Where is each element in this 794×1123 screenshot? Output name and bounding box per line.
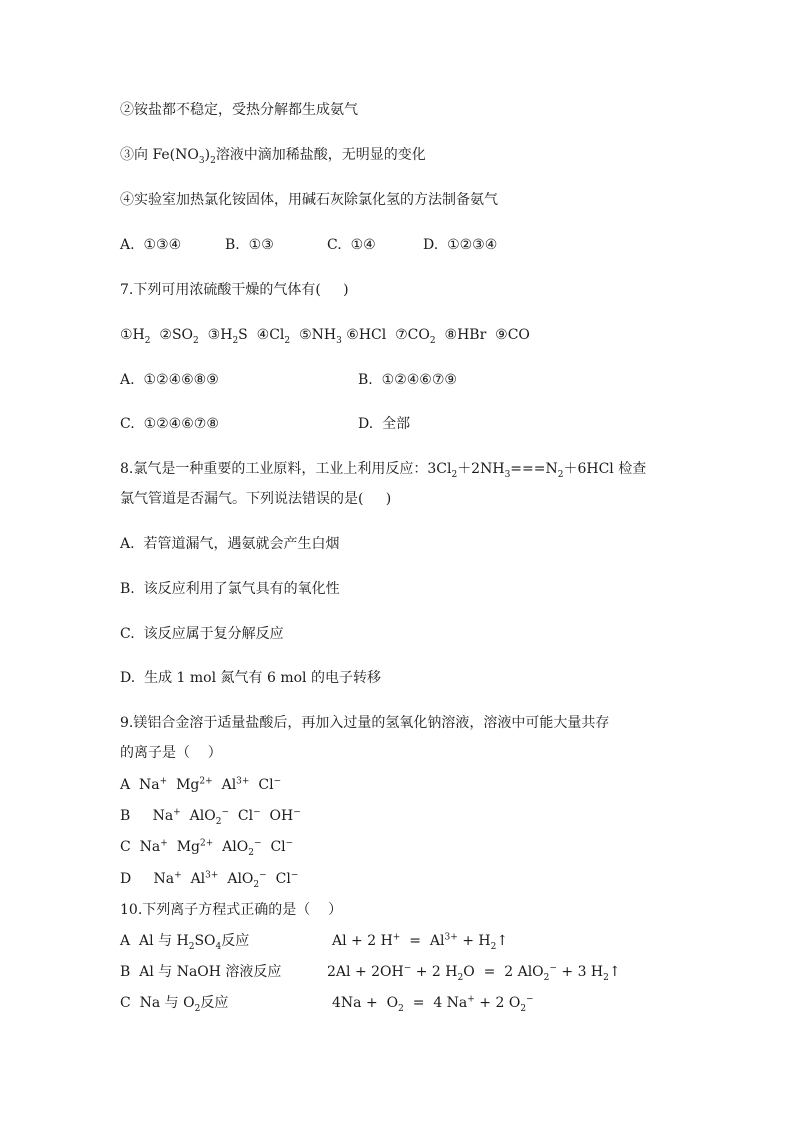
q10-option-b-desc: B Al 与 NaOH 溶液反应 bbox=[120, 964, 282, 980]
q10-option-b-equation: 2Al + 2OH− + 2 $H_2O = 2$ AlO$_2$− + 3 $H_2↑$ bbox=[327, 963, 621, 983]
q8-stem-line2: 氯气管道是否漏气。下列说法错误的是( ) bbox=[120, 491, 392, 507]
q6-option-a: A. ①③④ bbox=[120, 237, 182, 253]
statement-2: ②铵盐都不稳定，受热分解都生成氨气 bbox=[120, 102, 358, 118]
q10-option-a-equation: Al + 2 $H^+ = Al^{3+}$ + $H_2↑$ bbox=[332, 932, 509, 952]
q7-option-c: C. ①②④⑥⑦⑧ bbox=[120, 416, 219, 432]
q10-option-c-equation: $4Na + O_2 = 4$ Na+ + 2 $O_2^-$ bbox=[332, 994, 534, 1014]
q10-option-c-desc: C Na 与 $O_2$反应 bbox=[120, 995, 229, 1014]
q8-stem-line1: 8.氯气是一种重要的工业原料，工业上利用反应：$3Cl_2+2NH_3===N_2+6HCl$ 检查 bbox=[120, 461, 647, 480]
q7-stem: 7.下列可用浓硫酸干燥的气体有( ) bbox=[120, 282, 349, 298]
q6-option-b: B. ①③ bbox=[225, 237, 274, 253]
q8-option-d: D. 生成 1 mol 氮气有 6 mol 的电子转移 bbox=[120, 670, 381, 686]
q8-option-c: C. 该反应属于复分解反应 bbox=[120, 626, 284, 642]
q9-option-c: C Na+ $Mg^{2+}$ AlO$_2$− Cl− bbox=[120, 838, 294, 858]
q9-option-a: A Na+ $Mg^{2+}$ $Al^{3+}$ Cl− bbox=[120, 776, 282, 793]
statement-3: ③向 $Fe(NO_3)_2$溶液中滴加稀盐酸，无明显的变化 bbox=[120, 147, 426, 166]
q10-stem: 10.下列离子方程式正确的是（ ） bbox=[120, 902, 343, 918]
q7-gases: $①H_2$ $②SO_2$ $③H_2S$ $④Cl_2$ $⑤NH_3$ ⑥HCl $⑦CO_2$ ⑧HBr ⑨CO bbox=[120, 327, 530, 346]
q8-option-b: B. 该反应利用了氯气具有的氧化性 bbox=[120, 581, 340, 597]
q9-stem-line1: 9.镁铝合金溶于适量盐酸后，再加入过量的氢氧化钠溶液，溶液中可能大量共存 bbox=[120, 715, 610, 731]
q9-option-b: B Na+ AlO$_2$− Cl− OH− bbox=[120, 807, 301, 827]
q9-option-d: D Na+ $Al^{3+}$ AlO$_2$− Cl− bbox=[120, 870, 299, 890]
q10-option-a-desc: A Al 与 $H_2SO_4$反应 bbox=[120, 933, 250, 952]
q9-stem-line2: 的离子是（ ） bbox=[120, 745, 222, 761]
statement-4: ④实验室加热氯化铵固体，用碱石灰除氯化氢的方法制备氨气 bbox=[120, 192, 498, 208]
q7-option-a: A. ①②④⑥⑧⑨ bbox=[120, 372, 219, 388]
q6-option-c: C. ①④ bbox=[327, 237, 376, 253]
q8-option-a: A. 若管道漏气，遇氨就会产生白烟 bbox=[120, 536, 340, 552]
q6-option-d: D. ①②③④ bbox=[423, 237, 498, 253]
q7-option-b: B. ①②④⑥⑦⑨ bbox=[358, 372, 457, 388]
q7-option-d: D. 全部 bbox=[358, 416, 411, 432]
